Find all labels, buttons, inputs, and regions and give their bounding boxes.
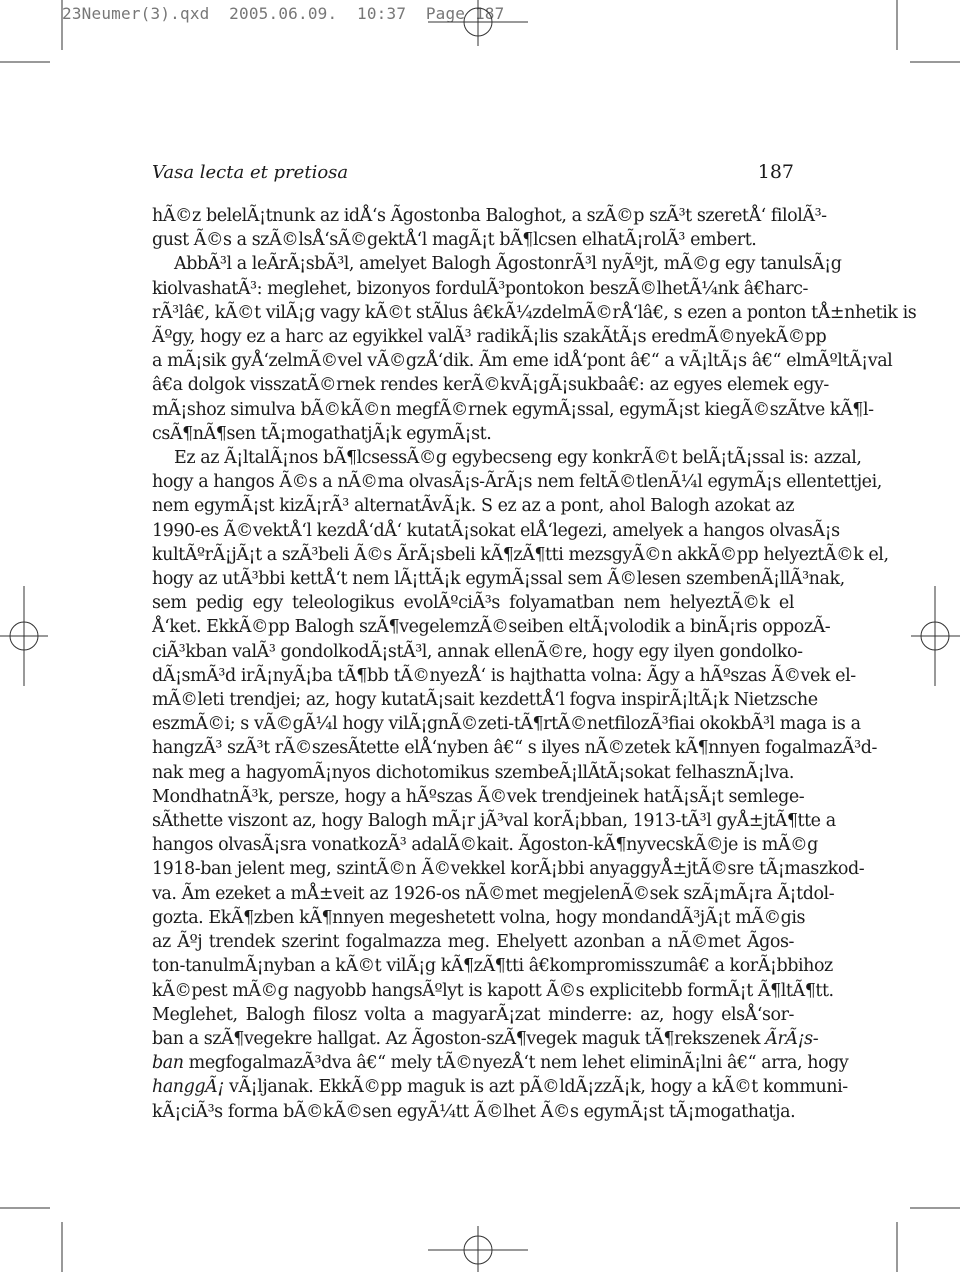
print-slug: 23Neumer(3).qxd 2005.06.09. 10:37 Page 187	[62, 4, 505, 23]
text-line: ton-tanulmÃ¡nyban a kÃ©t vilÃ¡g kÃ¶zÃ¶tti â€kompromisszumâ€ a korÃ¡bbihoz	[152, 956, 833, 977]
text-line: Å‘ket. EkkÃ©pp Balogh szÃ¶vegelemzÃ©seiben eltÃ¡volodik a binÃ¡ris oppozÃ-	[152, 617, 831, 638]
text-line: hanggÃ¡ vÃ¡ljanak. EkkÃ©pp maguk is azt pÃ©ldÃ¡zzÃ¡k, hogy a kÃ©t kommuni-	[152, 1077, 848, 1098]
text-line: ban megfogalmazÃ³dva â€“ mely tÃ©nyezÅ‘t nem lehet eliminÃ¡lni â€“ arra, hogy	[152, 1053, 849, 1074]
text-line: â€a dolgok visszatÃ©rnek rendes kerÃ©kvÃ¡gÃ¡sukbaâ€: az egyes elemek egy-	[152, 375, 829, 396]
text-line: mÃ¡shoz simulva bÃ©kÃ©n megfÃ©rnek egymÃ¡ssal, egymÃ¡st kiegÃ©szÃtve kÃ¶l-	[152, 399, 874, 420]
text-line: kiolvashatÃ³: meglehet, bizonyos fordulÃ³pontokon beszÃ©lhetÃ¼nk â€harc-	[152, 278, 808, 299]
text-line: az Ãºj trendek szerint fogalmazza meg. Ehelyett azonban a nÃ©met Ãgos-	[152, 932, 794, 953]
registration-mark-left	[0, 586, 48, 686]
text-line: kultÃºrÃ¡jÃ¡t a szÃ³beli Ã©s ÃrÃ¡sbeli kÃ¶zÃ¶tti mezsgyÃ©n akkÃ©pp helyeztÃ©k el,	[152, 544, 889, 565]
text-line: Ãºgy, hogy ez a harc az egyikkel valÃ³ radikÃ¡lis szakÃtÃ¡s eredmÃ©nyekÃ©pp	[152, 327, 827, 348]
text-line: ciÃ³kban valÃ³ gondolkodÃ¡stÃ³l, annak ellenÃ©re, hogy egy ilyen gondolko-	[152, 641, 803, 662]
text-line: va. Ãm ezeket a mÅ±veit az 1926-os nÃ©met megjelenÃ©sek szÃ¡mÃ¡ra Ã¡tdol-	[152, 883, 835, 904]
text-line: sem pedig egy teleologikus evolÃºciÃ³s folyamatban nem helyeztÃ©k el	[152, 593, 794, 614]
text-line: csÃ¶nÃ¶sen tÃ¡mogathatjÃ¡k egymÃ¡st.	[152, 423, 492, 444]
text-line: 1990-es Ã©vektÅ‘l kezdÅ‘dÅ‘ kutatÃ¡sokat elÅ‘legezi, amelyek a hangos olvasÃ¡s	[152, 520, 840, 541]
italic-word: ban	[152, 1053, 184, 1074]
text-line: hangzÃ³ szÃ³t rÃ©szesÃtette elÅ‘nyben â€“ s ilyes nÃ©zetek kÃ¶nnyen fogalmazÃ³d-	[152, 738, 877, 759]
text-line: rÃ³lâ€, kÃ©t vilÃ¡g vagy kÃ©t stÃlus â€kÃ¼zdelmÃ©rÅ‘lâ€, s ezen a ponton tÅ±nhetik is	[152, 302, 917, 323]
text-line: gust Ã©s a szÃ©lsÅ‘sÃ©gektÅ‘l magÃ¡t bÃ¶lcsen elhatÃ¡rolÃ³ embert.	[152, 230, 757, 251]
text-line: dÃ¡smÃ³d irÃ¡nyÃ¡ba tÃ¶bb tÃ©nyezÅ‘ is hajthatta volna: Ãgy a hÃºszas Ã©vek el-	[152, 665, 856, 686]
text-line: Ez az Ã¡ltalÃ¡nos bÃ¶lcsessÃ©g egybecseng egy konkrÃ©t belÃ¡tÃ¡ssal is: azzal,	[174, 448, 862, 469]
body-text	[152, 204, 917, 1124]
text-line: 1918-ban jelent meg, szintÃ©n Ã©vekkel korÃ¡bbi anyaggyÅ±jtÃ©sre tÃ¡maszkod-	[152, 859, 865, 880]
italic-word: hanggÃ¡	[152, 1077, 224, 1098]
text-line: hogy az utÃ³bbi kettÅ‘t nem lÃ¡ttÃ¡k egymÃ¡ssal sem Ã©lesen szembenÃ¡llÃ³nak,	[152, 569, 845, 590]
text-line: AbbÃ³l a leÃrÃ¡sbÃ³l, amelyet Balogh ÃgostonrÃ³l nyÃºjt, mÃ©g egy tanulsÃ¡g	[174, 254, 842, 275]
text-line: Meglehet, Balogh filosz volta a magyarÃ¡zat minderre: az, hogy elsÅ‘sor-	[152, 1004, 794, 1025]
running-title: Vasa lecta et pretiosa	[152, 162, 349, 183]
text-line: MondhatnÃ³k, persze, hogy a hÃºszas Ã©vek trendjeinek hatÃ¡sÃ¡t semlege-	[152, 786, 805, 807]
text-line: kÃ¡ciÃ³s forma bÃ©kÃ©sen egyÃ¼tt Ã©lhet Ã©s egymÃ¡st tÃ¡mogathatja.	[152, 1101, 796, 1122]
text-line: a mÃ¡sik gyÅ‘zelmÃ©vel vÃ©gzÅ‘dik. Ãm eme idÅ‘pont â€“ a vÃ¡ltÃ¡s â€“ elmÃºltÃ¡val	[152, 351, 893, 372]
text-line: kÃ©pest mÃ©g nagyobb hangsÃºlyt is kapott Ã©s explicitebb formÃ¡t Ã¶ltÃ¶tt.	[152, 980, 834, 1001]
text-line: sÃthette viszont az, hogy Balogh mÃ¡r jÃ³val korÃ¡bban, 1913-tÃ³l gyÅ±jtÃ¶tte a	[152, 811, 836, 832]
text-line: ban a szÃ¶vegekre hallgat. Az Ãgoston-szÃ¶vegek maguk tÃ¶rekszenek ÃrÃ¡s-	[152, 1028, 819, 1049]
text-line: hÃ©z belelÃ¡tnunk az idÅ‘s Ãgostonba Baloghot, a szÃ©p szÃ³t szeretÅ‘ filolÃ³-	[152, 206, 827, 226]
italic-word: ÃrÃ¡s-	[765, 1028, 819, 1049]
running-header	[152, 161, 794, 183]
text-line: eszmÃ©i; s vÃ©gÃ¼l hogy vilÃ¡gnÃ©zeti-tÃ¶rtÃ©netfilozÃ³fiai okokbÃ³l maga is a	[152, 714, 861, 735]
registration-mark-top	[428, 0, 528, 46]
page-number: 187	[757, 161, 794, 183]
text-line: hogy a hangos Ã©s a nÃ©ma olvasÃ¡s-ÃrÃ¡s nem feltÃ©tlenÃ¼l egymÃ¡s ellentettjei,	[152, 472, 882, 493]
text-line: mÃ©leti trendjei; az, hogy kutatÃ¡sait kezdettÅ‘l fogva inspirÃ¡ltÃ¡k Nietzsche	[152, 690, 818, 711]
text-line: nak meg a hagyomÃ¡nyos dichotomikus szembeÃ¡llÃtÃ¡sokat felhasznÃ¡lva.	[152, 762, 794, 783]
text-line: nem egymÃ¡st kizÃ¡rÃ³ alternatÃvÃ¡k. S ez az a pont, ahol Balogh azokat az	[152, 496, 794, 517]
text-line: hangos olvasÃ¡sra vonatkozÃ³ adalÃ©kait. Ãgoston-kÃ¶nyvecskÃ©je is mÃ©g	[152, 835, 818, 856]
text-line: gozta. EkÃ¶zben kÃ¶nnyen megeshetett volna, hogy mondandÃ³jÃ¡t mÃ©gis	[152, 907, 806, 928]
registration-mark-bottom	[428, 1226, 528, 1272]
registration-mark-right	[911, 586, 960, 686]
